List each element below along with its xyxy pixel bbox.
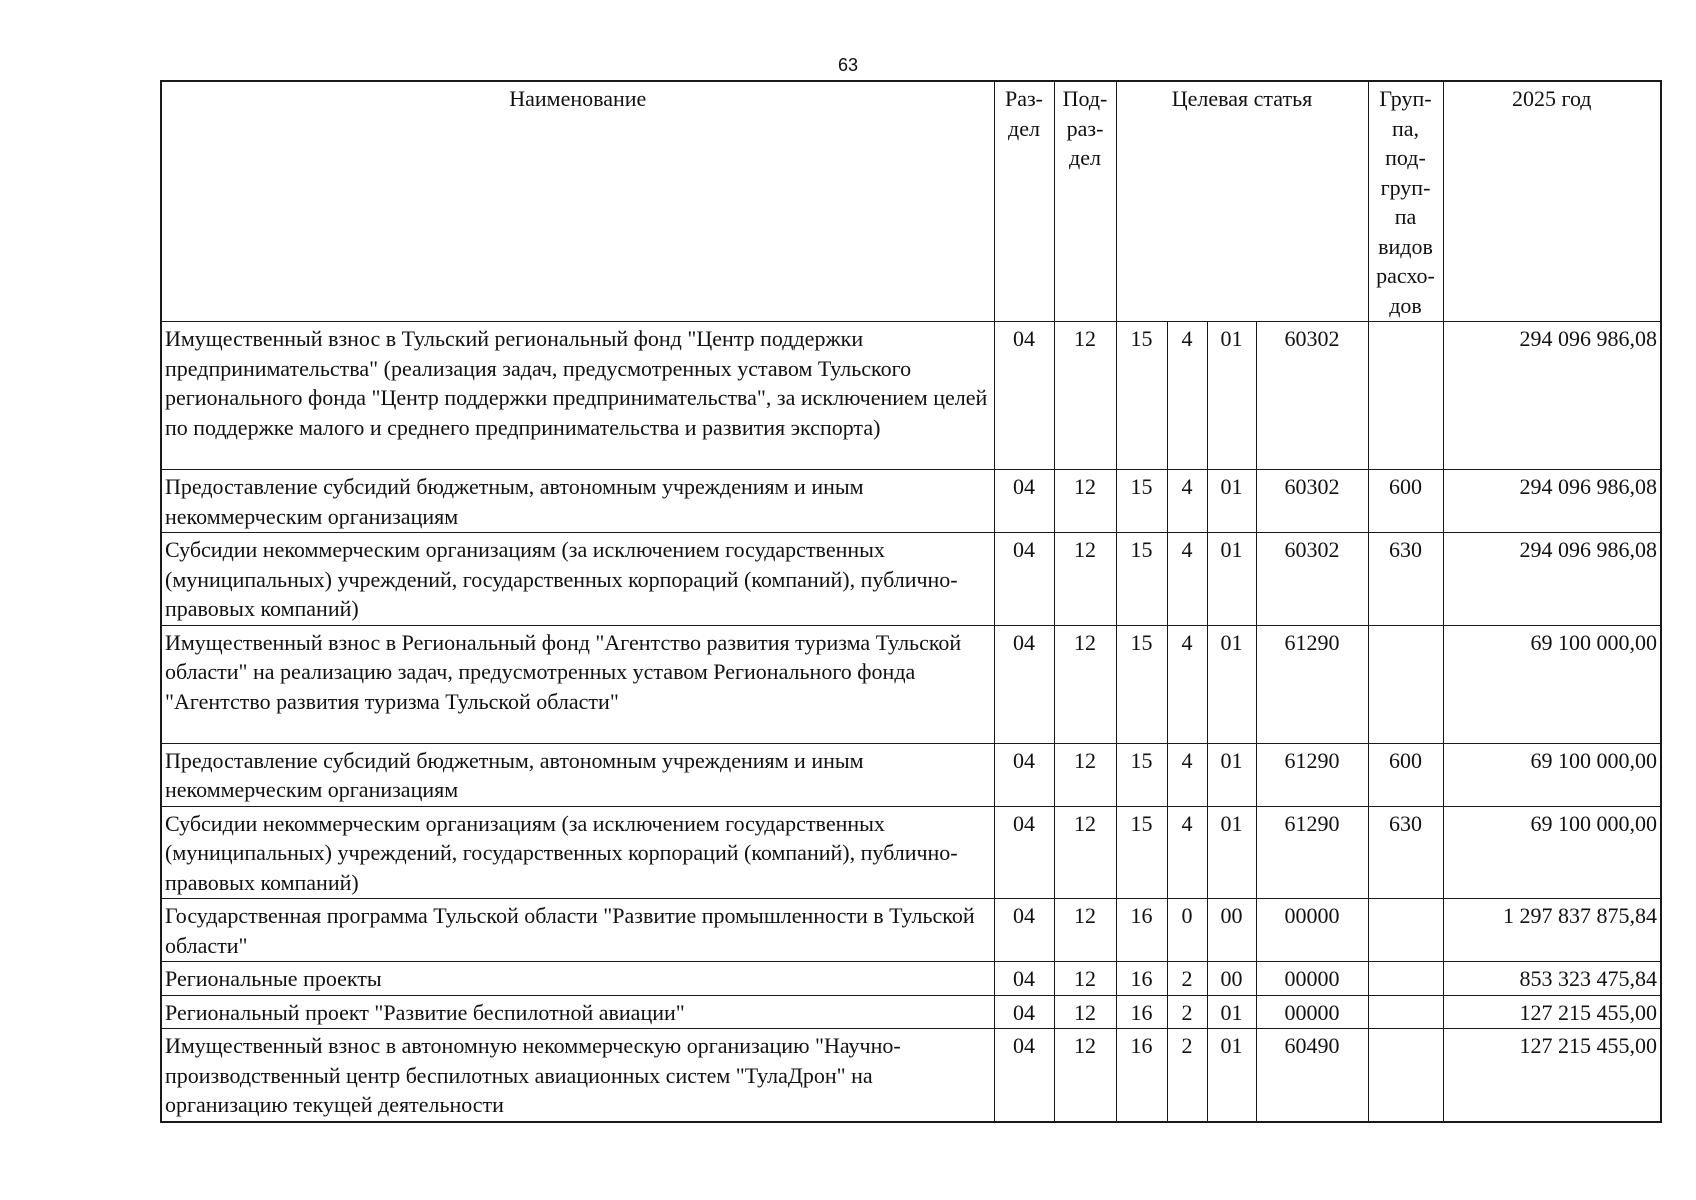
cell-amount: 69 100 000,00	[1443, 806, 1661, 899]
cell-name: Субсидии некоммерческим организациям (за исключением государственных (муниципальных) учреждений, государственных корпораций (компаний), публично-правовых компаний)	[161, 806, 994, 899]
budget-table	[160, 80, 1662, 1123]
cell-name: Предоставление субсидий бюджетным, автономным учреждениям и иным некоммерческим организациям	[161, 743, 994, 806]
cell-cs1: 15	[1116, 322, 1167, 470]
cell-podrazdel: 12	[1054, 962, 1116, 996]
cell-razdel: 04	[994, 470, 1054, 533]
table-row	[161, 743, 1661, 806]
cell-cs1: 15	[1116, 743, 1167, 806]
cell-gruppa: 600	[1368, 470, 1443, 533]
cell-cs3: 01	[1207, 322, 1256, 470]
cell-cs4: 60490	[1256, 1029, 1368, 1122]
table-row	[161, 533, 1661, 626]
cell-cs4: 60302	[1256, 322, 1368, 470]
cell-amount: 294 096 986,08	[1443, 470, 1661, 533]
cell-cs1: 15	[1116, 470, 1167, 533]
cell-cs2: 4	[1167, 322, 1207, 470]
cell-razdel: 04	[994, 806, 1054, 899]
cell-podrazdel: 12	[1054, 743, 1116, 806]
cell-cs4: 60302	[1256, 533, 1368, 626]
cell-cs4: 00000	[1256, 899, 1368, 962]
cell-cs2: 4	[1167, 806, 1207, 899]
cell-podrazdel: 12	[1054, 995, 1116, 1029]
header-podrazdel: Под- раз- дел	[1054, 81, 1116, 322]
cell-podrazdel: 12	[1054, 470, 1116, 533]
table-row	[161, 995, 1661, 1029]
cell-podrazdel: 12	[1054, 1029, 1116, 1122]
cell-razdel: 04	[994, 962, 1054, 996]
cell-razdel: 04	[994, 995, 1054, 1029]
cell-amount: 127 215 455,00	[1443, 1029, 1661, 1122]
cell-cs1: 16	[1116, 962, 1167, 996]
cell-cs1: 15	[1116, 625, 1167, 743]
cell-gruppa	[1368, 322, 1443, 470]
cell-razdel: 04	[994, 533, 1054, 626]
cell-cs2: 4	[1167, 470, 1207, 533]
cell-cs1: 16	[1116, 899, 1167, 962]
cell-razdel: 04	[994, 899, 1054, 962]
cell-cs2: 2	[1167, 962, 1207, 996]
cell-razdel: 04	[994, 625, 1054, 743]
cell-podrazdel: 12	[1054, 533, 1116, 626]
cell-cs2: 2	[1167, 995, 1207, 1029]
cell-amount: 69 100 000,00	[1443, 625, 1661, 743]
cell-cs3: 01	[1207, 625, 1256, 743]
cell-cs2: 2	[1167, 1029, 1207, 1122]
cell-name: Предоставление субсидий бюджетным, автономным учреждениям и иным некоммерческим организациям	[161, 470, 994, 533]
cell-name: Региональные проекты	[161, 962, 994, 996]
cell-cs2: 4	[1167, 533, 1207, 626]
cell-cs4: 60302	[1256, 470, 1368, 533]
cell-razdel: 04	[994, 1029, 1054, 1122]
cell-podrazdel: 12	[1054, 806, 1116, 899]
cell-razdel: 04	[994, 322, 1054, 470]
page-number: 63	[837, 55, 859, 75]
cell-gruppa: 630	[1368, 806, 1443, 899]
cell-cs1: 15	[1116, 806, 1167, 899]
cell-amount: 69 100 000,00	[1443, 743, 1661, 806]
cell-cs3: 01	[1207, 995, 1256, 1029]
table-row	[161, 806, 1661, 899]
header-gruppa: Груп- па, под- груп- па видов расхо- дов	[1368, 81, 1443, 322]
cell-cs3: 00	[1207, 962, 1256, 996]
cell-cs3: 01	[1207, 806, 1256, 899]
header-razdel: Раз- дел	[994, 81, 1054, 322]
cell-amount: 294 096 986,08	[1443, 533, 1661, 626]
cell-cs4: 61290	[1256, 806, 1368, 899]
table-row	[161, 470, 1661, 533]
cell-cs4: 00000	[1256, 995, 1368, 1029]
cell-amount: 127 215 455,00	[1443, 995, 1661, 1029]
header-name: Наименование	[161, 81, 994, 322]
cell-cs1: 16	[1116, 1029, 1167, 1122]
cell-cs1: 16	[1116, 995, 1167, 1029]
cell-amount: 294 096 986,08	[1443, 322, 1661, 470]
cell-cs3: 01	[1207, 1029, 1256, 1122]
cell-cs4: 61290	[1256, 625, 1368, 743]
cell-gruppa: 600	[1368, 743, 1443, 806]
cell-gruppa	[1368, 995, 1443, 1029]
cell-podrazdel: 12	[1054, 322, 1116, 470]
cell-gruppa: 630	[1368, 533, 1443, 626]
cell-gruppa	[1368, 625, 1443, 743]
table-header-row	[161, 81, 1661, 322]
table-row	[161, 899, 1661, 962]
cell-name: Государственная программа Тульской области "Развитие промышленности в Тульской области"	[161, 899, 994, 962]
table-row	[161, 962, 1661, 996]
cell-gruppa	[1368, 899, 1443, 962]
cell-cs3: 01	[1207, 743, 1256, 806]
cell-name: Имущественный взнос в Региональный фонд "Агентство развития туризма Тульской области" на реализацию задач, предусмотренных уставом Регионального фонда "Агентство развития туризма Тульской области"	[161, 625, 994, 743]
table-row	[161, 625, 1661, 743]
cell-cs4: 00000	[1256, 962, 1368, 996]
cell-podrazdel: 12	[1054, 899, 1116, 962]
table-body	[161, 322, 1661, 1122]
cell-cs2: 4	[1167, 625, 1207, 743]
cell-name: Субсидии некоммерческим организациям (за исключением государственных (муниципальных) учреждений, государственных корпораций (компаний), публично-правовых компаний)	[161, 533, 994, 626]
cell-cs4: 61290	[1256, 743, 1368, 806]
cell-name: Имущественный взнос в Тульский региональный фонд "Центр поддержки предпринимательства" (реализация задач, предусмотренных уставом Тульского регионального фонда "Центр поддержки предпринимательства", за исключением целей по поддержке малого и среднего предпринимательства и развития экспорта)	[161, 322, 994, 470]
table-row	[161, 1029, 1661, 1122]
table-row	[161, 322, 1661, 470]
cell-razdel: 04	[994, 743, 1054, 806]
header-celevaya-statya: Целевая статья	[1116, 81, 1368, 322]
cell-cs3: 01	[1207, 470, 1256, 533]
header-year: 2025 год	[1443, 81, 1661, 322]
cell-gruppa	[1368, 1029, 1443, 1122]
cell-podrazdel: 12	[1054, 625, 1116, 743]
cell-cs1: 15	[1116, 533, 1167, 626]
cell-amount: 853 323 475,84	[1443, 962, 1661, 996]
cell-cs3: 01	[1207, 533, 1256, 626]
cell-cs3: 00	[1207, 899, 1256, 962]
cell-cs2: 0	[1167, 899, 1207, 962]
cell-gruppa	[1368, 962, 1443, 996]
cell-name: Региональный проект "Развитие беспилотной авиации"	[161, 995, 994, 1029]
cell-amount: 1 297 837 875,84	[1443, 899, 1661, 962]
cell-cs2: 4	[1167, 743, 1207, 806]
cell-name: Имущественный взнос в автономную некоммерческую организацию "Научно-производственный центр беспилотных авиационных систем "ТулаДрон" на организацию текущей деятельности	[161, 1029, 994, 1122]
